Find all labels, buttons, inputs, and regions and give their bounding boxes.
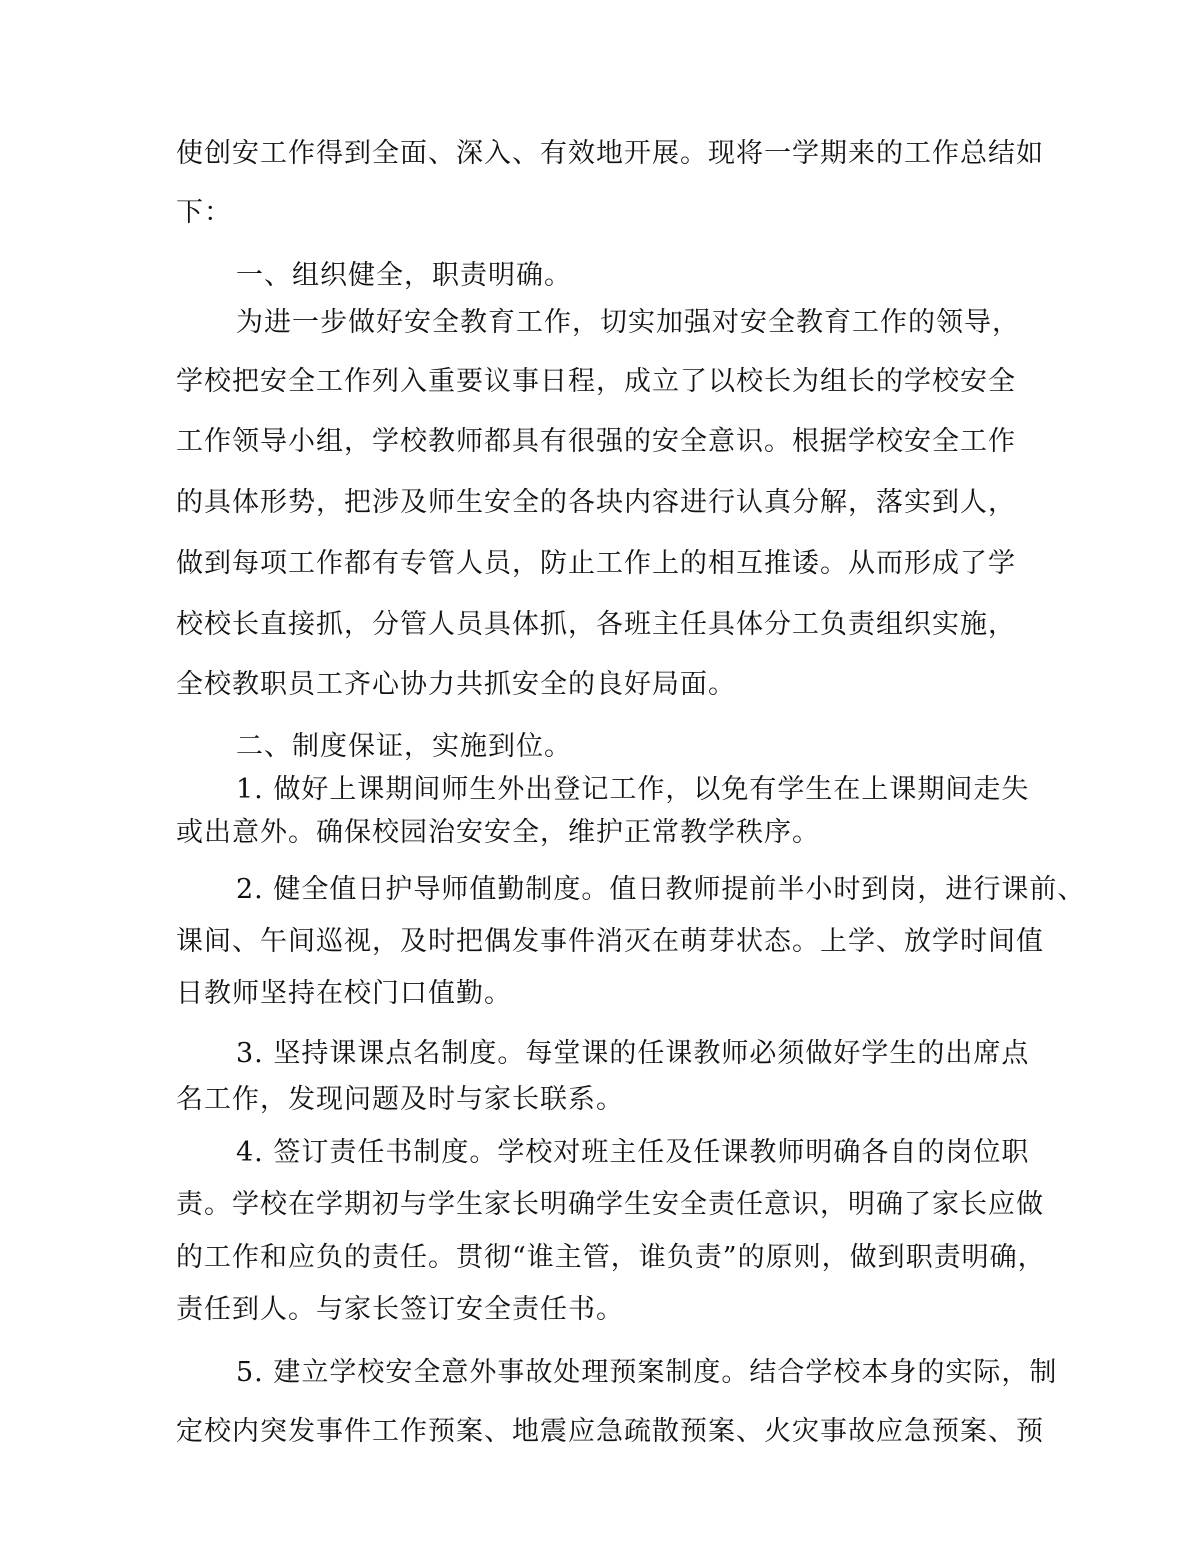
- text-line: 责。学校在学期初与学生家长明确学生安全责任意识，明确了家长应做: [176, 1189, 1044, 1220]
- section-heading: 二、制度保证，实施到位。: [236, 731, 572, 762]
- text-line: 3. 坚持课课点名制度。每堂课的任课教师必须做好学生的出席点: [236, 1038, 1030, 1069]
- text-line: 校校长直接抓，分管人员具体抓，各班主任具体分工负责组织实施，: [176, 609, 1016, 640]
- text-line: 做到每项工作都有专管人员，防止工作上的相互推诿。从而形成了学: [176, 548, 1016, 579]
- text-line: 使创安工作得到全面、深入、有效地开展。现将一学期来的工作总结如: [176, 138, 1044, 169]
- text-line: 全校教职员工齐心协力共抓安全的良好局面。: [176, 669, 736, 700]
- text-line: 2. 健全值日护导师值勤制度。值日教师提前半小时到岗，进行课前、: [236, 874, 1086, 905]
- text-line: 工作领导小组，学校教师都具有很强的安全意识。根据学校安全工作: [176, 426, 1016, 457]
- text-line: 学校把安全工作列入重要议事日程，成立了以校长为组长的学校安全: [176, 366, 1016, 397]
- text-line: 的具体形势，把涉及师生安全的各块内容进行认真分解，落实到人，: [176, 487, 1016, 518]
- text-line: 定校内突发事件工作预案、地震应急疏散预案、火灾事故应急预案、预: [176, 1416, 1044, 1447]
- text-line: 5. 建立学校安全意外事故处理预案制度。结合学校本身的实际，制: [236, 1357, 1058, 1388]
- text-line: 名工作，发现问题及时与家长联系。: [176, 1084, 624, 1115]
- text-line: 课间、午间巡视，及时把偶发事件消灭在萌芽状态。上学、放学时间值: [176, 926, 1044, 957]
- section-heading: 一、组织健全，职责明确。: [236, 260, 572, 291]
- text-line: 4. 签订责任书制度。学校对班主任及任课教师明确各自的岗位职: [236, 1137, 1030, 1168]
- text-line: 责任到人。与家长签订安全责任书。: [176, 1294, 624, 1325]
- text-line: 的工作和应负的责任。贯彻“谁主管，谁负责”的原则，做到职责明确，: [176, 1242, 1046, 1273]
- text-line: 1. 做好上课期间师生外出登记工作，以免有学生在上课期间走失: [236, 774, 1030, 805]
- text-line: 下：: [176, 197, 232, 228]
- text-line: 为进一步做好安全教育工作，切实加强对安全教育工作的领导，: [236, 307, 1020, 338]
- text-line: 日教师坚持在校门口值勤。: [176, 978, 512, 1009]
- text-line: 或出意外。确保校园治安安全，维护正常教学秩序。: [176, 817, 820, 848]
